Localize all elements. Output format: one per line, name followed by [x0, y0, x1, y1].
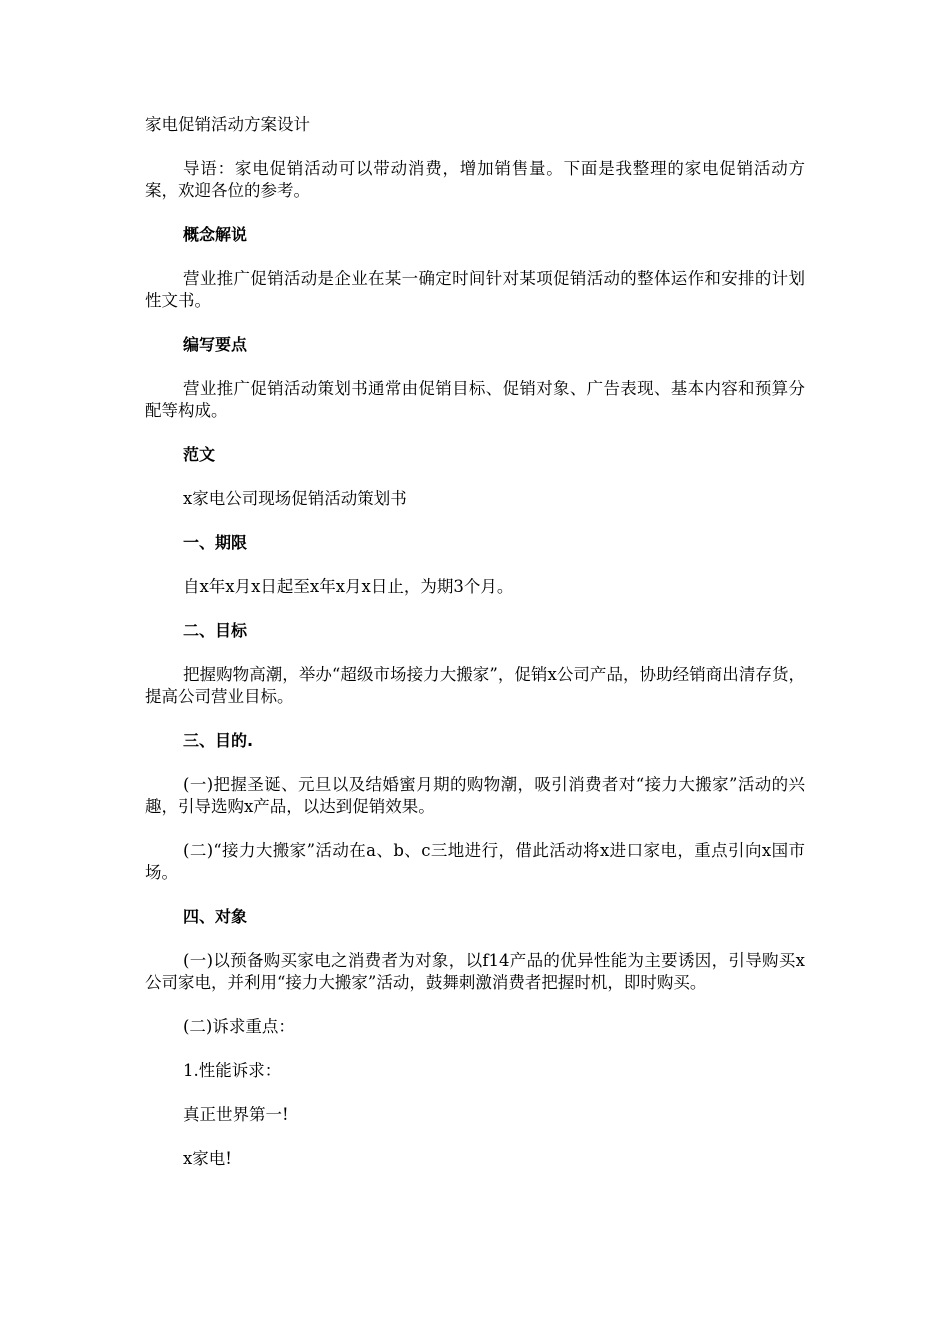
- document-title: 家电促销活动方案设计: [145, 115, 310, 134]
- document-body: [145, 114, 805, 1170]
- section4-sub1: 1.性能诉求：: [183, 1061, 282, 1080]
- sample-title: x家电公司现场促销活动策划书: [183, 489, 407, 508]
- concept-heading: 概念解说: [183, 225, 248, 244]
- section4-item1: (一)以预备购买家电之消费者为对象，以f14产品的优异性能为主要诱因，引导购买x公司家电，并利用“接力大搬家”活动，鼓舞刺激消费者把握时机，即时购买。: [145, 951, 805, 992]
- section3-item1: (一)把握圣诞、元旦以及结婚蜜月期的购物潮，吸引消费者对“接力大搬家”活动的兴趣，引导选购x产品，以达到促销效果。: [145, 775, 805, 816]
- section3-heading: 三、目的.: [183, 731, 254, 750]
- slogan-2: x家电!: [183, 1149, 232, 1168]
- section1-heading: 一、期限: [183, 533, 248, 552]
- intro-paragraph: 导语：家电促销活动可以带动消费，增加销售量。下面是我整理的家电促销活动方案，欢迎各位的参考。: [145, 159, 805, 200]
- section1-paragraph: 自x年x月x日起至x年x月x日止，为期3个月。: [183, 577, 514, 596]
- slogan-1: 真正世界第一!: [183, 1105, 289, 1124]
- points-heading: 编写要点: [183, 335, 248, 354]
- section3-item2: (二)“接力大搬家”活动在a、b、c三地进行，借此活动将x进口家电，重点引向x国市场。: [145, 841, 805, 882]
- sample-heading: 范文: [183, 445, 216, 464]
- section4-heading: 四、对象: [183, 907, 248, 926]
- points-paragraph: 营业推广促销活动策划书通常由促销目标、促销对象、广告表现、基本内容和预算分配等构成。: [145, 379, 805, 420]
- concept-paragraph: 营业推广促销活动是企业在某一确定时间针对某项促销活动的整体运作和安排的计划性文书。: [145, 269, 805, 310]
- section2-heading: 二、目标: [183, 621, 248, 640]
- section4-item2: (二)诉求重点：: [183, 1017, 295, 1036]
- section2-paragraph: 把握购物高潮，举办“超级市场接力大搬家”，促销x公司产品，协助经销商出清存货，提高公司营业目标。: [145, 665, 805, 706]
